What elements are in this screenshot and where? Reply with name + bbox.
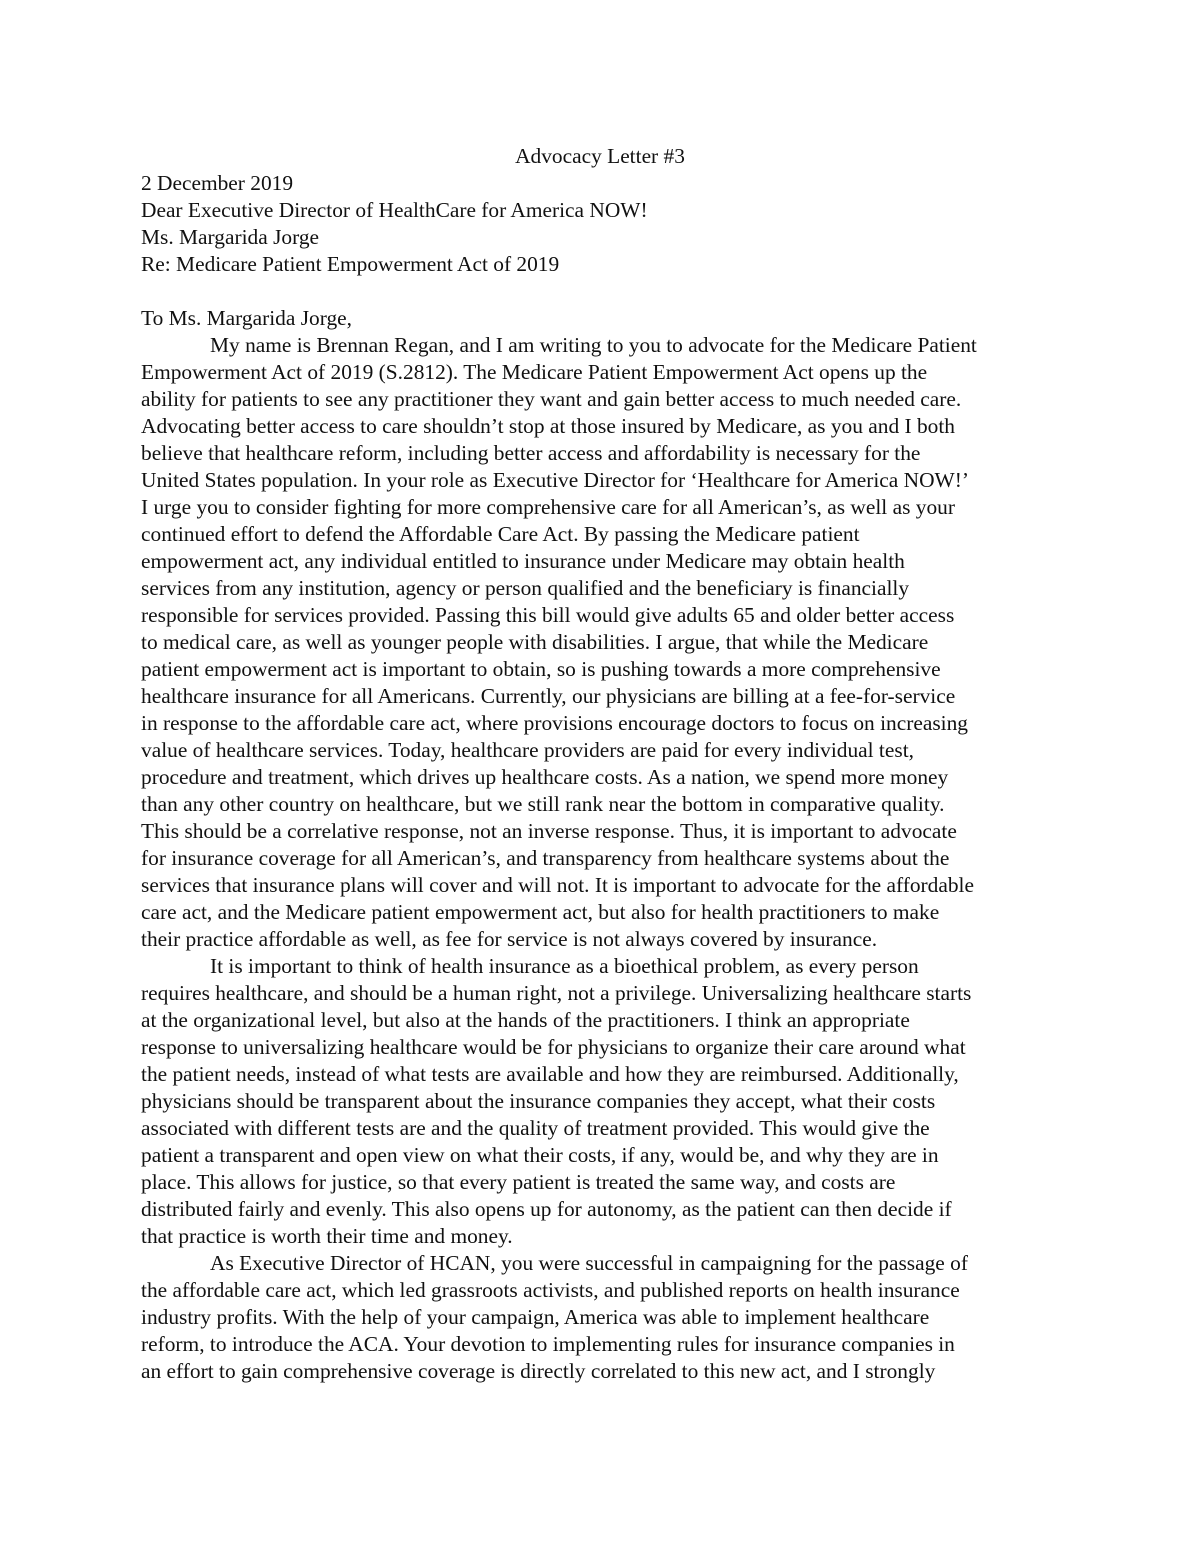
- text-line: As Executive Director of HCAN, you were successful in campaigning for the passage of: [210, 1251, 968, 1275]
- text-line: United States population. In your role as Executive Director for ‘Healthcare for America NOW!’: [141, 468, 969, 492]
- letter-date: 2 December 2019: [141, 171, 294, 195]
- text-line: an effort to gain comprehensive coverage is directly correlated to this new act, and I strongly: [141, 1359, 936, 1383]
- text-line: value of healthcare services. Today, healthcare providers are paid for every individual test,: [141, 738, 914, 762]
- text-line: requires healthcare, and should be a human right, not a privilege. Universalizing healthcare starts: [141, 981, 972, 1005]
- text-line: reform, to introduce the ACA. Your devotion to implementing rules for insurance companies in: [141, 1332, 955, 1356]
- text-line: industry profits. With the help of your campaign, America was able to implement healthcare: [141, 1305, 930, 1329]
- text-line: associated with different tests are and the quality of treatment provided. This would give the: [141, 1116, 930, 1140]
- recipient-name: Ms. Margarida Jorge: [141, 225, 320, 249]
- text-line: physicians should be transparent about the insurance companies they accept, what their costs: [141, 1089, 936, 1113]
- text-line: for insurance coverage for all American’s, and transparency from healthcare systems about the: [141, 846, 950, 870]
- text-line: the affordable care act, which led grassroots activists, and published reports on health insurance: [141, 1278, 960, 1302]
- body-paragraph: [141, 1250, 1071, 1385]
- letter-body: [141, 332, 1071, 1385]
- salutation: To Ms. Margarida Jorge,: [141, 306, 352, 330]
- text-line: than any other country on healthcare, but we still rank near the bottom in comparative quality.: [141, 792, 945, 816]
- text-line: Advocating better access to care shouldn’t stop at those insured by Medicare, as you and I both: [141, 414, 956, 438]
- text-line: distributed fairly and evenly. This also opens up for autonomy, as the patient can then decide if: [141, 1197, 952, 1221]
- text-line: services from any institution, agency or person qualified and the beneficiary is financially: [141, 576, 910, 600]
- text-line: the patient needs, instead of what tests are available and how they are reimbursed. Additionally,: [141, 1062, 959, 1086]
- text-line: responsible for services provided. Passing this bill would give adults 65 and older better access: [141, 603, 955, 627]
- text-line: services that insurance plans will cover and will not. It is important to advocate for the affordable: [141, 873, 974, 897]
- body-paragraph: [141, 953, 1071, 1250]
- text-line: patient empowerment act is important to obtain, so is pushing towards a more comprehensive: [141, 657, 941, 681]
- text-line: at the organizational level, but also at the hands of the practitioners. I think an appropriate: [141, 1008, 910, 1032]
- text-line: place. This allows for justice, so that every patient is treated the same way, and costs are: [141, 1170, 896, 1194]
- letter-title: Advocacy Letter #3: [515, 144, 685, 168]
- text-line: healthcare insurance for all Americans. Currently, our physicians are billing at a fee-for-service: [141, 684, 956, 708]
- text-line: Empowerment Act of 2019 (S.2812). The Medicare Patient Empowerment Act opens up the: [141, 360, 928, 384]
- text-line: that practice is worth their time and money.: [141, 1224, 513, 1248]
- text-line: It is important to think of health insurance as a bioethical problem, as every person: [210, 954, 919, 978]
- text-line: patient a transparent and open view on what their costs, if any, would be, and why they are in: [141, 1143, 939, 1167]
- body-paragraph: [141, 332, 1071, 953]
- text-line: continued effort to defend the Affordable Care Act. By passing the Medicare patient: [141, 522, 860, 546]
- letter-subject: Re: Medicare Patient Empowerment Act of 2019: [141, 252, 560, 276]
- text-line: their practice affordable as well, as fee for service is not always covered by insurance.: [141, 927, 878, 951]
- text-line: response to universalizing healthcare would be for physicians to organize their care around what: [141, 1035, 966, 1059]
- letter-header: [141, 170, 1071, 278]
- text-line: in response to the affordable care act, where provisions encourage doctors to focus on increasing: [141, 711, 969, 735]
- text-line: I urge you to consider fighting for more comprehensive care for all American’s, as well as your: [141, 495, 955, 519]
- text-line: to medical care, as well as younger people with disabilities. I argue, that while the Medicare: [141, 630, 929, 654]
- text-line: care act, and the Medicare patient empowerment act, but also for health practitioners to make: [141, 900, 940, 924]
- recipient-title: Dear Executive Director of HealthCare for America NOW!: [141, 198, 648, 222]
- text-line: believe that healthcare reform, including better access and affordability is necessary for the: [141, 441, 921, 465]
- text-line: ability for patients to see any practitioner they want and gain better access to much needed care.: [141, 387, 962, 411]
- text-line: procedure and treatment, which drives up healthcare costs. As a nation, we spend more money: [141, 765, 949, 789]
- text-line: This should be a correlative response, not an inverse response. Thus, it is important to advocate: [141, 819, 957, 843]
- text-line: empowerment act, any individual entitled to insurance under Medicare may obtain health: [141, 549, 905, 573]
- text-line: My name is Brennan Regan, and I am writing to you to advocate for the Medicare Patient: [210, 333, 977, 357]
